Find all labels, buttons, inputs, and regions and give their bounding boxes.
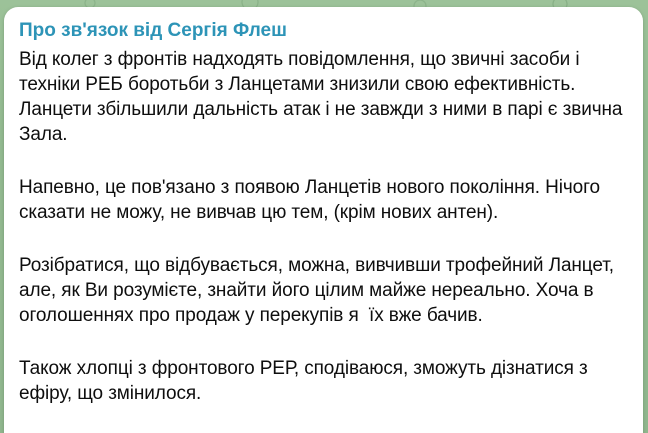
- message-paragraph: Від колег з фронтів надходять повідомлення, що звичні засоби і техніки РЕБ боротьби з Ланцетами знизили свою ефективність. Ланцети збільшили дальність атак і не завжди з ними в парі є звична Зала.: [19, 49, 628, 145]
- message-paragraph: Розібратися, що відбувається, можна, вивчивши трофейний Ланцет, але, як Ви розумієте, знайти його цілим майже нереально. Хоча в оголошеннях про продаж у перекупів я їх вже бачив.: [19, 255, 620, 326]
- channel-title[interactable]: Про зв'язок від Сергія Флеш: [19, 20, 287, 41]
- message-bubble: [4, 7, 643, 433]
- message-paragraph: Також хлопці з фронтового РЕР, сподіваюся, зможуть дізнатися з ефіру, що змінилося.: [19, 358, 593, 404]
- message-paragraph: Напевно, це пов'язано з появою Ланцетів нового покоління. Нічого сказати не можу, не вивчав цю тем, (крім нових антен).: [19, 177, 606, 223]
- message-text: [19, 47, 627, 406]
